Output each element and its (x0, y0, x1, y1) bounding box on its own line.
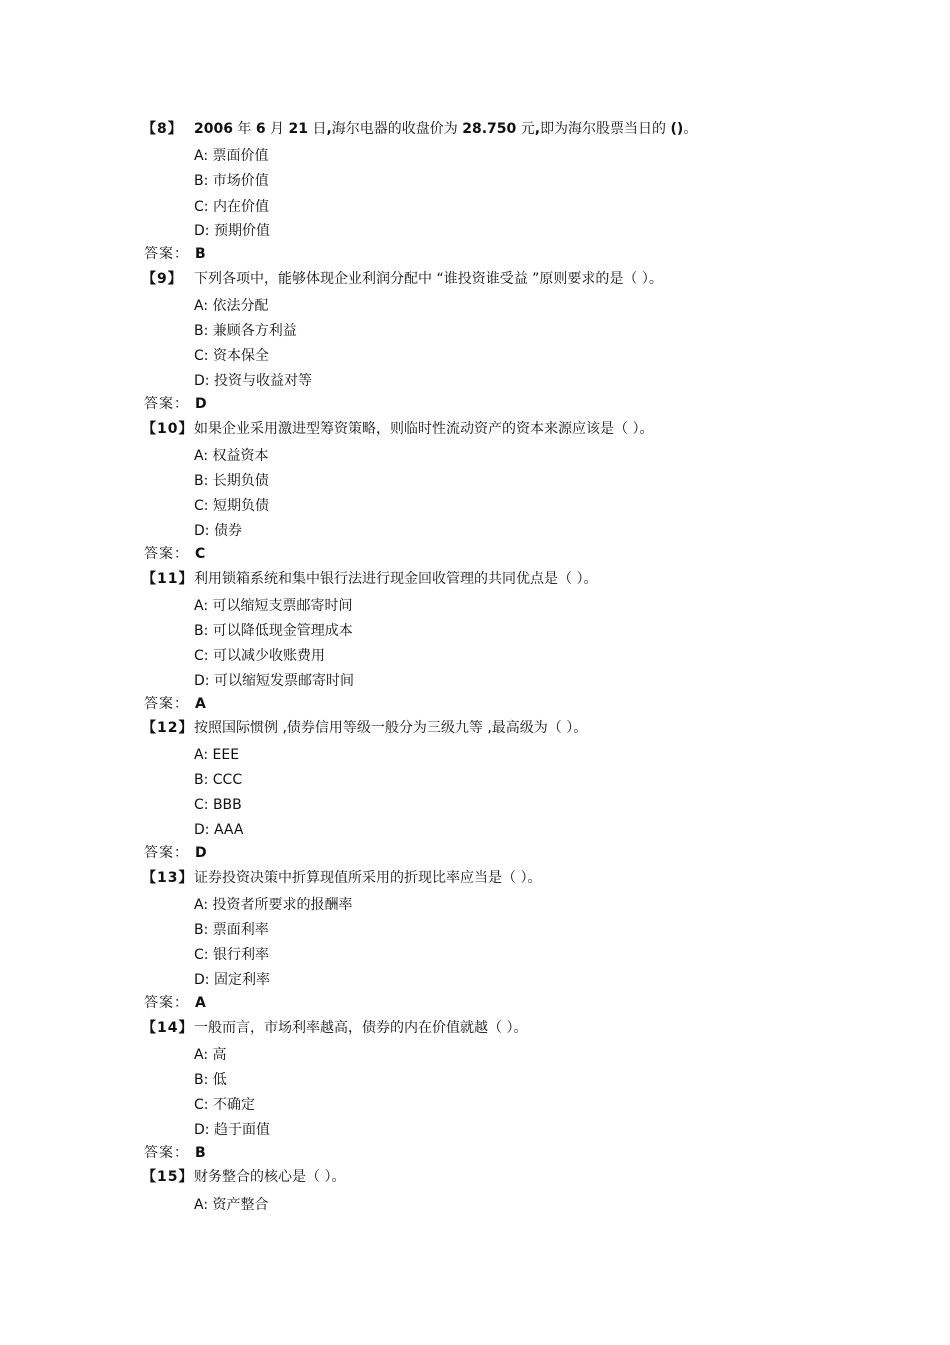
answer-option: A: EEE (194, 747, 240, 763)
question-number: 【12】 (142, 720, 194, 736)
answer-label: 答案： (144, 1145, 189, 1161)
answer-option: D: 债券 (194, 523, 242, 539)
question-text-segment: 。 (683, 121, 698, 137)
answer-label: 答案： (144, 696, 189, 712)
answer-label: 答案： (144, 995, 189, 1011)
answer-option: A: 高 (194, 1047, 227, 1063)
answer-option: B: 兼顾各方利益 (194, 323, 297, 339)
answer-value: C (195, 546, 206, 562)
answer-option: A: 依法分配 (194, 298, 269, 314)
answer-option: A: 可以缩短支票邮寄时间 (194, 598, 353, 614)
question-text (194, 120, 697, 138)
question-text-segment: 6 (255, 121, 266, 137)
answer-option: D: AAA (194, 822, 244, 838)
answer-option: B: CCC (194, 772, 243, 788)
answer-option: A: 权益资本 (194, 448, 269, 464)
question-text-segment: , (326, 121, 332, 137)
question-text: 按照国际惯例 ,债券信用等级一般分为三级九等 ,最高级为（ ）。 (194, 720, 588, 736)
question-text-segment: 2006 (194, 121, 233, 137)
answer-option: A: 投资者所要求的报酬率 (194, 897, 353, 913)
answer-line (144, 844, 207, 862)
answer-value: D (195, 396, 207, 412)
answer-line (144, 695, 206, 713)
question-text-segment: 即为海尔股票当日的 (540, 121, 671, 137)
question-text-segment: () (670, 121, 684, 137)
answer-option: B: 长期负债 (194, 473, 269, 489)
answer-option: D: 可以缩短发票邮寄时间 (194, 673, 354, 689)
question-number: 【8】 (142, 121, 183, 137)
question-number: 【9】 (142, 271, 183, 287)
question-text: 利用锁箱系统和集中银行法进行现金回收管理的共同优点是（ ）。 (194, 571, 598, 587)
question-text-segment: , (534, 121, 541, 137)
question-number: 【11】 (142, 571, 194, 587)
question-text: 下列各项中，能够体现企业利润分配中 “谁投资谁受益 ”原则要求的是（ ）。 (194, 271, 663, 287)
answer-option: C: 不确定 (194, 1097, 255, 1113)
answer-line (144, 1144, 206, 1162)
question-text-segment: 年 (232, 121, 256, 137)
answer-option: A: 资产整合 (194, 1197, 269, 1213)
question-text-segment: 日 (308, 121, 327, 137)
answer-option: D: 投资与收益对等 (194, 373, 312, 389)
answer-label: 答案： (144, 845, 189, 861)
answer-label: 答案： (144, 246, 189, 262)
question-text-segment: 海尔电器的收盘价为 (331, 121, 463, 137)
answer-value: A (195, 696, 206, 712)
question-text: 如果企业采用激进型筹资策略，则临时性流动资产的资本来源应该是（ ）。 (194, 421, 654, 437)
question-text: 证券投资决策中折算现值所采用的折现比率应当是（ ）。 (194, 870, 542, 886)
answer-value: B (195, 1145, 206, 1161)
answer-option: C: 可以减少收账费用 (194, 648, 325, 664)
answer-option: C: 银行利率 (194, 947, 269, 963)
question-number: 【15】 (142, 1169, 194, 1185)
question-number: 【10】 (142, 421, 194, 437)
answer-option: D: 固定利率 (194, 972, 270, 988)
answer-option: B: 票面利率 (194, 922, 269, 938)
answer-option: D: 预期价值 (194, 223, 270, 239)
answer-option: C: 资本保全 (194, 348, 269, 364)
answer-option: A: 票面价值 (194, 148, 269, 164)
answer-line (144, 245, 206, 263)
question-text: 财务整合的核心是（ ）。 (194, 1169, 346, 1185)
answer-option: B: 低 (194, 1072, 227, 1088)
answer-option: C: 内在价值 (194, 199, 269, 215)
question-text: 一般而言，市场利率越高，债券的内在价值就越（ ）。 (194, 1020, 528, 1036)
question-number: 【13】 (142, 870, 194, 886)
answer-line (144, 395, 207, 413)
question-number: 【14】 (142, 1020, 194, 1036)
answer-line (144, 994, 206, 1012)
answer-option: B: 市场价值 (194, 173, 269, 189)
answer-label: 答案： (144, 546, 189, 562)
answer-line (144, 545, 205, 563)
answer-option: C: BBB (194, 797, 242, 813)
question-text-segment: 元 (516, 121, 535, 137)
question-text-segment: 月 (265, 121, 289, 137)
answer-option: C: 短期负债 (194, 498, 269, 514)
answer-label: 答案： (144, 396, 189, 412)
answer-value: A (195, 995, 206, 1011)
answer-value: D (195, 845, 207, 861)
answer-option: B: 可以降低现金管理成本 (194, 623, 353, 639)
question-text-segment: 28.750 (462, 121, 517, 137)
question-text-segment: 21 (288, 121, 309, 137)
answer-option: D: 趋于面值 (194, 1122, 270, 1138)
answer-value: B (195, 246, 206, 262)
